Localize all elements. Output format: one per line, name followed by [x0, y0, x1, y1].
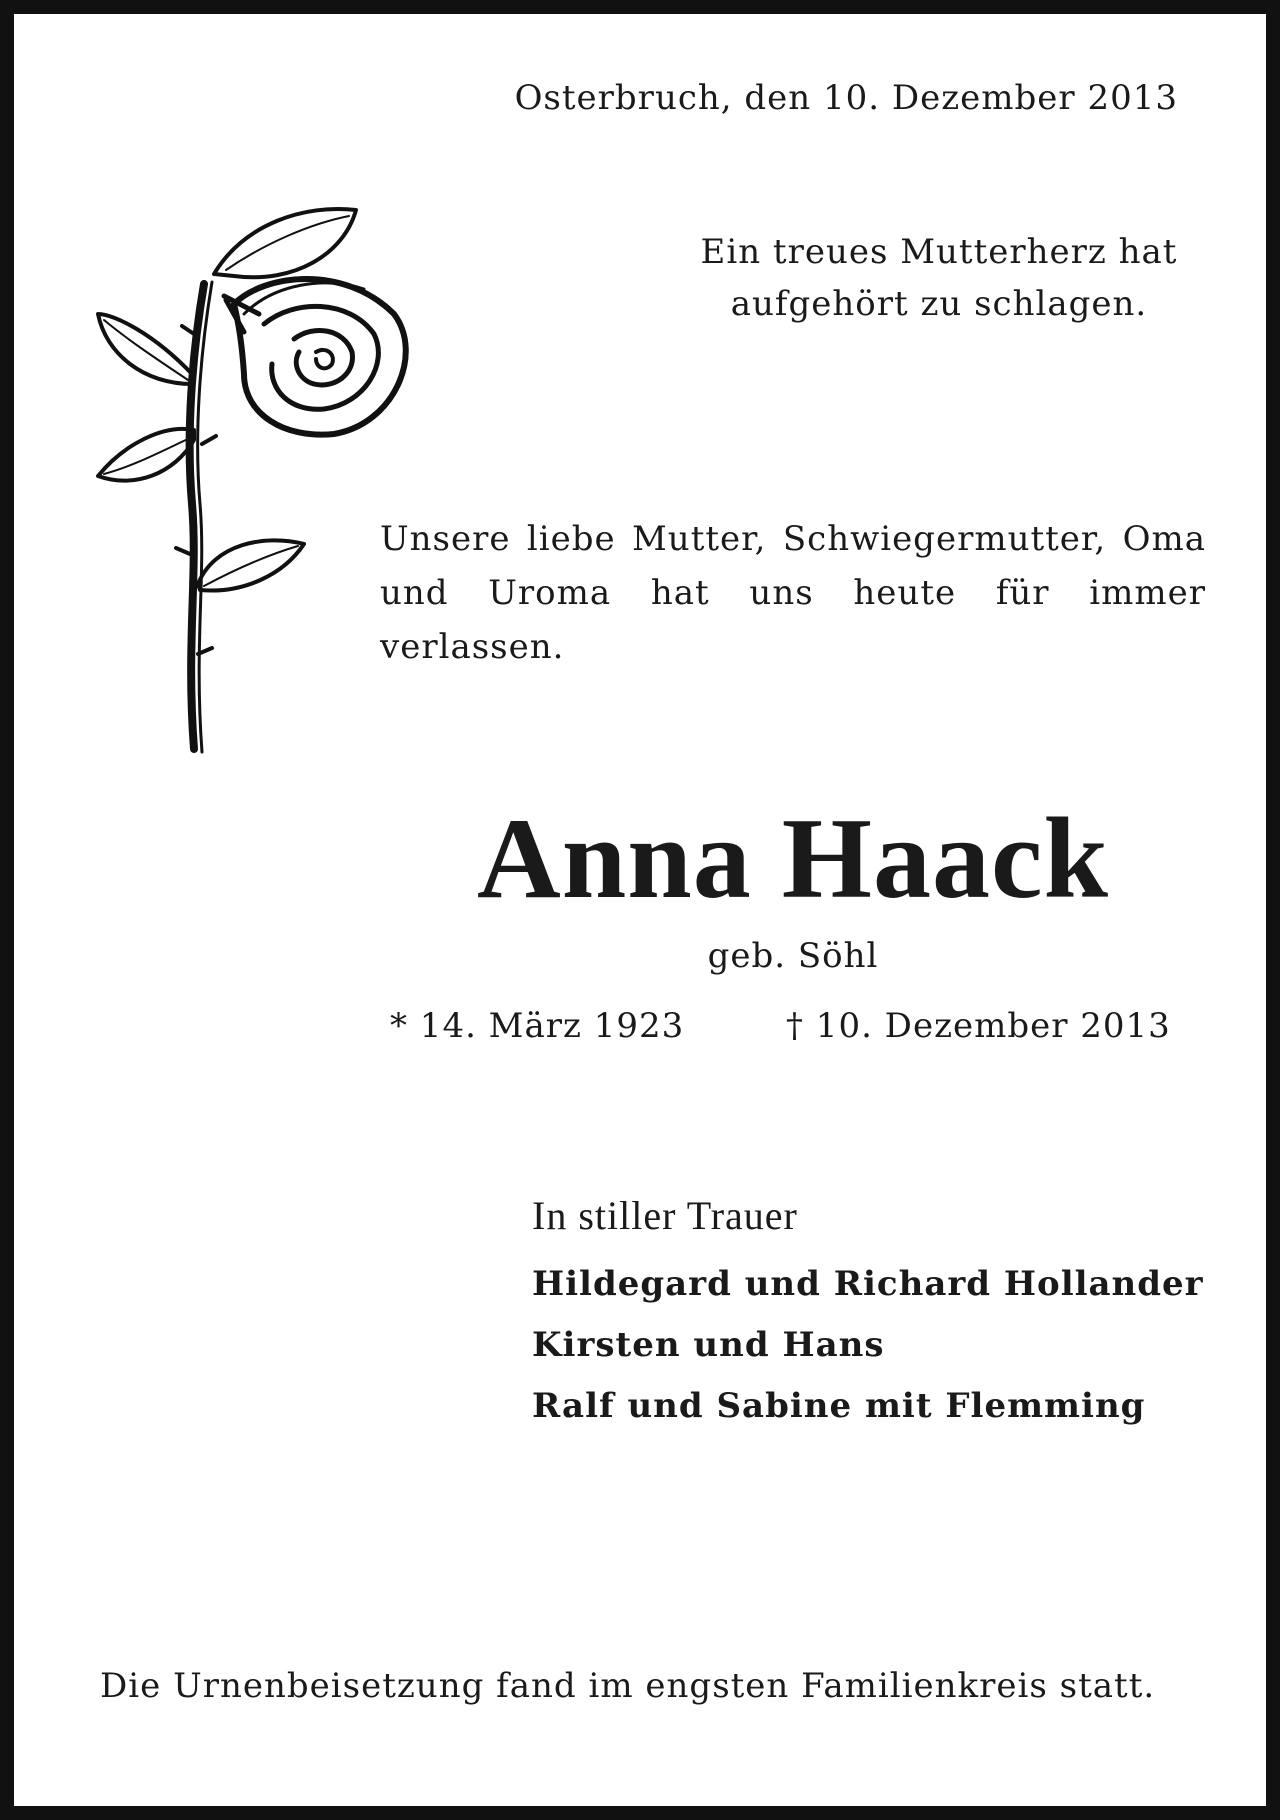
- deceased-name: Anna Haack: [476, 795, 1110, 923]
- burial-note: Die Urnenbeisetzung fand im engsten Familienkreis statt.: [100, 1666, 1156, 1706]
- mourner-name: Ralf und Sabine mit Flemming: [532, 1386, 1146, 1426]
- maiden-name: geb. Söhl: [707, 936, 879, 976]
- intro-text: Unsere liebe Mutter, Schwiegermutter, Oma und Uroma hat uns heute für immer verlassen.: [380, 519, 1206, 667]
- quote: [674, 226, 1204, 330]
- quote-line: Ein treues Mutterherz hat: [700, 232, 1178, 272]
- rose-icon: [94, 204, 444, 764]
- place-date: Osterbruch, den 10. Dezember 2013: [514, 78, 1178, 118]
- mourner-name: Hildegard und Richard Hollander: [532, 1264, 1204, 1304]
- death-date: † 10. Dezember 2013: [786, 1006, 1171, 1046]
- quote-line: aufgehört zu schlagen.: [730, 284, 1148, 324]
- birth-date: * 14. März 1923: [390, 1006, 685, 1046]
- mourner-name: Kirsten und Hans: [532, 1325, 885, 1365]
- mourning-heading: In stiller Trauer: [532, 1193, 798, 1238]
